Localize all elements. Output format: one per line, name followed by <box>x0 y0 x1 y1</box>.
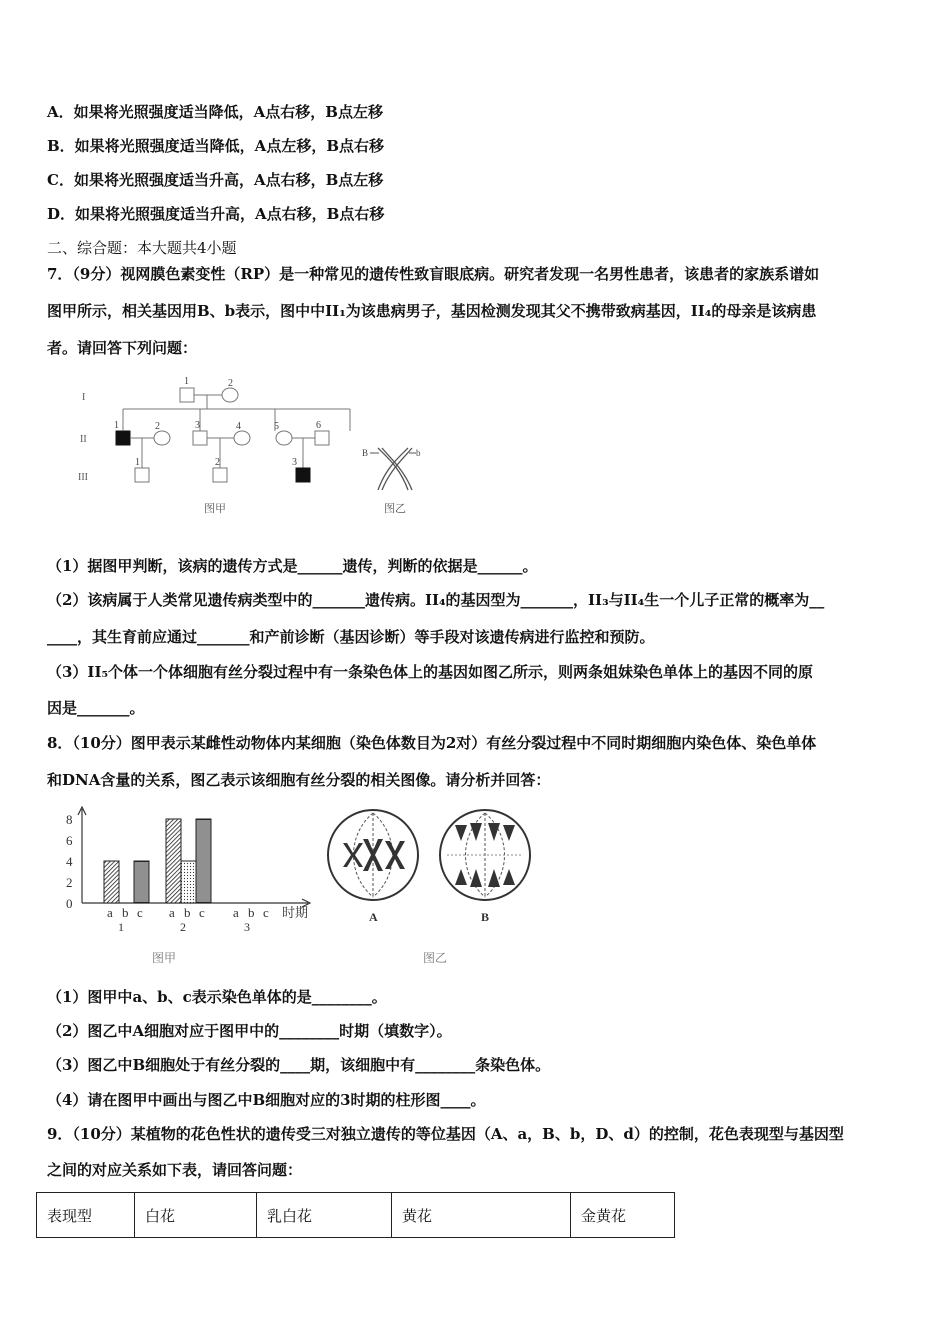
gen-label-iii: III <box>78 472 88 483</box>
bar-chart <box>60 805 330 967</box>
gen-label-i: I <box>82 392 86 403</box>
num-i1: 1 <box>184 376 189 387</box>
q8-sub1: （1）图甲中a、b、c表示染色单体的是________。 <box>47 988 387 1006</box>
bar-2-c <box>196 819 211 903</box>
cell-b <box>440 810 530 900</box>
caption-yi-8: 图乙 <box>423 951 448 965</box>
pedigree-ii3-male <box>193 431 207 445</box>
table-cell: 白花 <box>135 1193 257 1238</box>
q8-stem-line2: 和DNA含量的关系，图乙表示该细胞有丝分裂的相关图像。请分析并回答： <box>47 771 551 789</box>
x-axis-label: 时期 <box>282 905 309 920</box>
bar-1-a <box>104 861 119 903</box>
option-c: C．如果将光照强度适当升高，A点右移，B点左移 <box>47 171 384 189</box>
q7-sub2-line2: ____，其生育前应通过_______和产前诊断（基因诊断）等手段对该遗传病进行监控和预防。 <box>47 628 655 646</box>
pedigree-ii2-female <box>154 431 170 445</box>
x-sub-label: a <box>107 905 113 920</box>
cell-b-label: B <box>481 910 490 924</box>
num-iii2: 2 <box>215 457 220 468</box>
num-ii2: 2 <box>155 421 160 432</box>
pedigree-i2-female <box>222 388 238 402</box>
x-sub-label: c <box>263 905 269 920</box>
q8-sub2: （2）图乙中A细胞对应于图甲中的________时期（填数字）。 <box>47 1022 452 1040</box>
x-category-label: 1 <box>118 920 124 934</box>
q9-stem-line2: 之间的对应关系如下表，请回答问题： <box>47 1161 303 1179</box>
num-ii1: 1 <box>114 420 119 431</box>
chromosome-figure <box>378 448 412 490</box>
gene-label-b-lower: b <box>416 448 421 458</box>
y-tick-label: 8 <box>66 812 73 827</box>
x-sub-label: c <box>137 905 143 920</box>
bar-1-c <box>134 861 149 903</box>
x-sub-label: b <box>122 905 129 920</box>
num-i2: 2 <box>228 378 233 389</box>
option-d: D．如果将光照强度适当升高，A点右移，B点右移 <box>47 205 385 223</box>
x-sub-label: b <box>184 905 191 920</box>
table-cell: 表现型 <box>37 1193 135 1238</box>
pedigree-ii5-female <box>276 431 292 445</box>
bar-2-a <box>166 819 181 903</box>
caption-yi: 图乙 <box>384 503 406 515</box>
pedigree-ii4-female <box>234 431 250 445</box>
bar-2-b <box>181 861 196 903</box>
q7-stem-line1: 7．（9分）视网膜色素变性（RP）是一种常见的遗传性致盲眼底病。研究者发现一名男性患者，该患者的家族系谱如 <box>47 265 820 283</box>
q7-sub3-line1: （3）II₅个体一个体细胞有丝分裂过程中有一条染色体上的基因如图乙所示，则两条姐妹染色单体上的基因不同的原 <box>47 663 814 681</box>
num-ii4: 4 <box>236 421 241 432</box>
x-category-label: 2 <box>180 920 186 934</box>
x-sub-label: b <box>248 905 255 920</box>
x-category-label: 3 <box>244 920 250 934</box>
x-sub-label: a <box>169 905 175 920</box>
y-tick-label: 4 <box>66 854 73 869</box>
y-tick-label: 2 <box>66 875 73 890</box>
cell-a <box>328 810 418 900</box>
table-row <box>37 1193 675 1238</box>
cell-figure <box>325 805 545 967</box>
q7-sub3-line2: 因是_______。 <box>47 699 145 717</box>
q8-sub4: （4）请在图甲中画出与图乙中B细胞对应的3时期的柱形图____。 <box>47 1091 486 1109</box>
x-sub-label: a <box>233 905 239 920</box>
x-sub-label: c <box>199 905 205 920</box>
q7-stem-line3: 者。请回答下列问题： <box>47 339 198 357</box>
chart-title: 图甲 <box>152 951 177 965</box>
option-a: A．如果将光照强度适当降低，A点右移，B点左移 <box>47 103 383 121</box>
section-title: 二、综合题：本大题共4小题 <box>47 239 237 257</box>
num-iii3: 3 <box>292 457 297 468</box>
pedigree-i1-male <box>180 388 194 402</box>
gene-label-b-upper: B <box>362 448 369 458</box>
pedigree-iii3-affected-male <box>296 468 310 482</box>
pedigree-ii1-affected-male <box>116 431 130 445</box>
table-cell: 乳白花 <box>257 1193 392 1238</box>
num-ii5: 5 <box>274 421 279 432</box>
q9-stem-line1: 9．（10分）某植物的花色性状的遗传受三对独立遗传的等位基因（A、a，B、b，D、d）的控制，花色表现型与基因型 <box>47 1125 844 1143</box>
q7-stem-line2: 图甲所示，相关基因用B、b表示，图中中II₁为该患病男子，基因检测发现其父不携带致病基因，II₄的母亲是该病患 <box>47 302 817 320</box>
phenotype-table <box>36 1192 675 1238</box>
q7-sub1: （1）据图甲判断，该病的遗传方式是______遗传，判断的依据是______。 <box>47 557 538 575</box>
caption-jia: 图甲 <box>204 503 226 515</box>
y-tick-label: 0 <box>66 896 73 911</box>
q8-stem-line1: 8．（10分）图甲表示某雌性动物体内某细胞（染色体数目为2对）有丝分裂过程中不同时期细胞内染色体、染色单体 <box>47 734 817 752</box>
gen-label-ii: II <box>80 434 87 445</box>
q8-sub3: （3）图乙中B细胞处于有丝分裂的____期，该细胞中有________条染色体。 <box>47 1056 551 1074</box>
pedigree-ii6-male <box>315 431 329 445</box>
table-cell: 金黄花 <box>571 1193 675 1238</box>
q7-sub2-line1: （2）该病属于人类常见遗传病类型中的_______遗传病。II₄的基因型为_______，II₃与II₄生一个儿子正常的概率为__ <box>47 591 825 609</box>
num-ii3: 3 <box>195 420 200 431</box>
table-cell: 黄花 <box>392 1193 571 1238</box>
y-tick-label: 6 <box>66 833 73 848</box>
option-b: B．如果将光照强度适当降低，A点左移，B点右移 <box>47 137 384 155</box>
pedigree-iii2-male <box>213 468 227 482</box>
num-iii1: 1 <box>135 457 140 468</box>
pedigree-iii1-male <box>135 468 149 482</box>
num-ii6: 6 <box>316 420 321 431</box>
pedigree-figure <box>70 372 430 522</box>
cell-a-label: A <box>369 910 378 924</box>
